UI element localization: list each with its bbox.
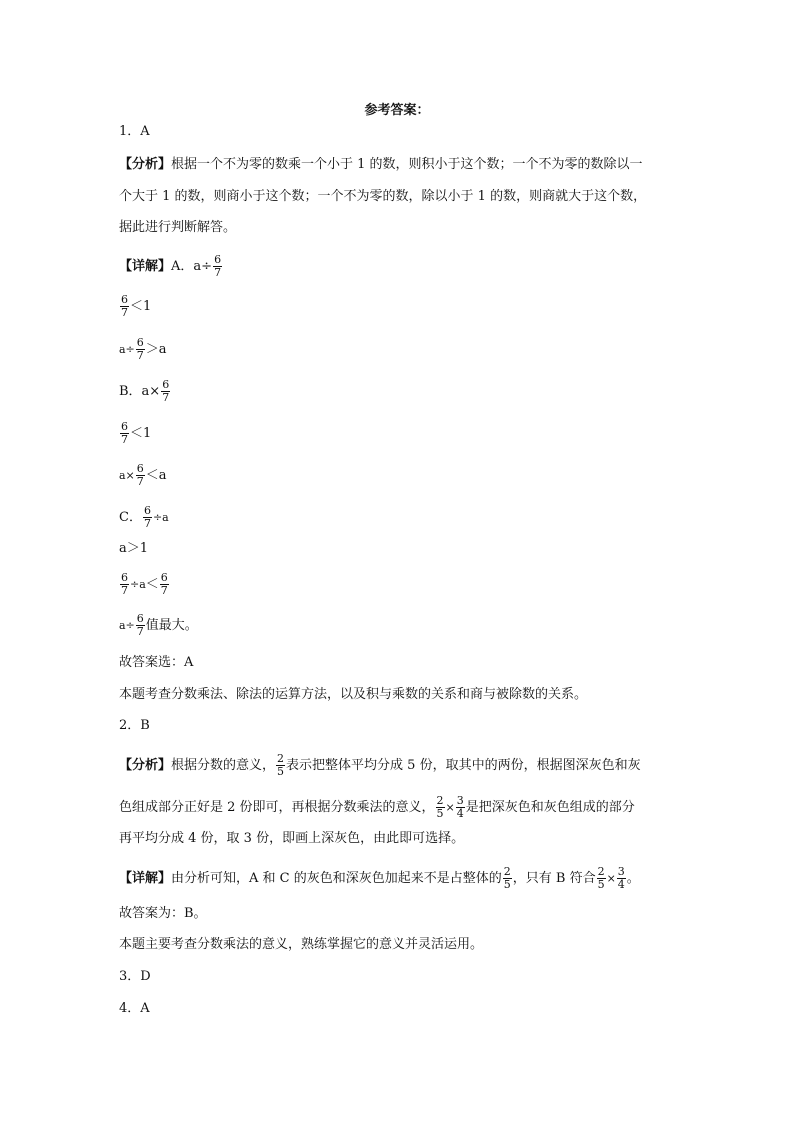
fraction-2-5: $\frac{2}{5}$ <box>277 752 285 778</box>
q2-detail: 【详解】由分析可知，A 和 C 的灰色和深灰色加起来不是占整体的 $\frac{2}{5}$ ，只有 B 符合 $\frac{2}{5}$ × $\frac{3}{4}$ 。 <box>119 865 640 891</box>
q2-number: 2．B <box>119 718 150 733</box>
fraction-6-7: $\frac{6}{7}$ <box>136 462 144 488</box>
q1-detail-b: B．a× $\frac{6}{7}$ <box>119 378 170 404</box>
fraction-3-4: $\frac{3}{4}$ <box>617 865 625 891</box>
q2-answer: 故答案为：B。 <box>119 906 207 921</box>
q1-step-b2: a× $\frac{6}{7}$ ＜a <box>119 462 167 488</box>
fraction-6-7: $\frac{6}{7}$ <box>136 336 144 362</box>
q1-number: 1．A <box>119 124 150 139</box>
q1-step-b1: $\frac{6}{7}$ ＜1 <box>121 420 152 446</box>
fraction-6-7: $\frac{6}{7}$ <box>214 253 222 279</box>
fraction-6-7: $\frac{6}{7}$ <box>121 293 128 319</box>
q1-analysis-line2: 个大于 1 的数，则商小于这个数；一个不为零的数，除以小于 1 的数，则商就大于这个数， <box>119 189 647 204</box>
q1-detail-c: C． $\frac{6}{7}$ ÷a <box>119 504 169 530</box>
q1-step-c1: a＞1 <box>119 541 149 556</box>
q1-step-c2: $\frac{6}{7}$ ÷a＜ $\frac{6}{7}$ <box>121 571 168 597</box>
analysis-tag: 【分析】 <box>119 758 172 773</box>
analysis-tag: 【分析】 <box>119 157 172 172</box>
fraction-2-5: $\frac{2}{5}$ <box>503 865 511 891</box>
fraction-6-7: $\frac{6}{7}$ <box>162 378 170 404</box>
page-title: 参考答案： <box>364 103 430 118</box>
fraction-6-7: $\frac{6}{7}$ <box>121 420 128 446</box>
q2-analysis-line1: 【分析】根据分数的意义， $\frac{2}{5}$ 表示把整体平均分成 5 份，取其中的两份，根据图深灰色和灰 <box>119 752 641 778</box>
q3-number: 3．D <box>119 969 151 984</box>
q2-summary: 本题主要考查分数乘法的意义，熟练掌握它的意义并灵活运用。 <box>119 937 484 952</box>
detail-tag: 【详解】 <box>119 259 172 274</box>
q1-analysis-line3: 据此进行判断解答。 <box>119 220 237 235</box>
fraction-2-5: $\frac{2}{5}$ <box>436 794 444 820</box>
q1-conclusion: a÷ $\frac{6}{7}$ 值最大。 <box>119 612 198 638</box>
fraction-6-7: $\frac{6}{7}$ <box>143 504 151 530</box>
q1-detail-a: 【详解】A．a÷ $\frac{6}{7}$ <box>119 253 222 279</box>
fraction-3-4: $\frac{3}{4}$ <box>456 794 464 820</box>
q1-step-a1: $\frac{6}{7}$ ＜1 <box>121 293 152 319</box>
q1-step-a2: a÷ $\frac{6}{7}$ ＞a <box>119 336 167 362</box>
q1-answer: 故答案选：A <box>119 655 194 670</box>
fraction-6-7: $\frac{6}{7}$ <box>121 571 128 597</box>
q4-number: 4．A <box>119 1001 150 1016</box>
detail-tag: 【详解】 <box>119 871 172 886</box>
q2-analysis-line2: 色组成部分正好是 2 份即可，再根据分数乘法的意义， $\frac{2}{5}$ × $\frac{3}{4}$ 是把深灰色和灰色组成的部分 <box>119 794 635 820</box>
fraction-6-7: $\frac{6}{7}$ <box>160 571 168 597</box>
fraction-2-5: $\frac{2}{5}$ <box>597 865 605 891</box>
q1-analysis-line1: 【分析】根据一个不为零的数乘一个小于 1 的数，则积小于这个数；一个不为零的数除以一 <box>119 157 643 172</box>
q1-summary: 本题考查分数乘法、除法的运算方法，以及积与乘数的关系和商与被除数的关系。 <box>119 687 588 702</box>
fraction-6-7: $\frac{6}{7}$ <box>136 612 144 638</box>
q2-analysis-line3: 再平均分成 4 份，取 3 份，即画上深灰色，由此即可选择。 <box>119 831 465 846</box>
